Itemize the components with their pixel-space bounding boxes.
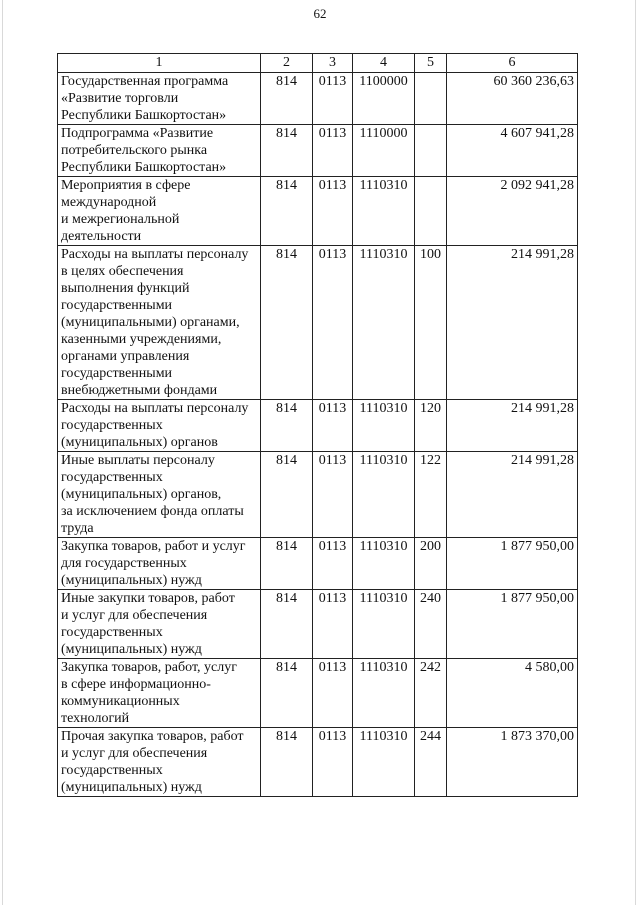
expense-type-cell: [415, 125, 447, 177]
ministry-code-cell: 814: [261, 177, 313, 246]
budget-table: [57, 53, 578, 797]
amount-cell: 1 877 950,00: [447, 590, 578, 659]
amount-cell: 1 873 370,00: [447, 728, 578, 797]
row-name-line: (муниципальных) нужд: [61, 780, 202, 795]
expense-type-cell: [415, 177, 447, 246]
expense-type-cell: 120: [415, 400, 447, 452]
header-col-2: 2: [261, 54, 313, 73]
row-name-line: государственных: [61, 625, 163, 640]
target-article-cell: 1100000: [353, 73, 415, 125]
row-name-cell: [58, 538, 261, 590]
table-row: [58, 728, 578, 797]
table-row: [58, 177, 578, 246]
row-name-line: (муниципальных) органов,: [61, 487, 222, 502]
expense-type-cell: 100: [415, 246, 447, 400]
row-name-cell: [58, 73, 261, 125]
target-article-cell: 1110310: [353, 177, 415, 246]
section-code-cell: 0113: [313, 728, 353, 797]
row-name-line: Закупка товаров, работ, услуг: [61, 660, 237, 675]
expense-type-cell: 242: [415, 659, 447, 728]
row-name-line: (муниципальных) нужд: [61, 573, 202, 588]
table-header-row: [58, 54, 578, 73]
section-code-cell: 0113: [313, 452, 353, 538]
row-name-line: государственных: [61, 418, 163, 433]
row-name-line: государственными: [61, 366, 173, 381]
ministry-code-cell: 814: [261, 452, 313, 538]
section-code-cell: 0113: [313, 590, 353, 659]
amount-cell: 1 877 950,00: [447, 538, 578, 590]
target-article-cell: 1110310: [353, 659, 415, 728]
row-name-line: (муниципальных) органов: [61, 435, 218, 450]
row-name-line: за исключением фонда оплаты: [61, 504, 244, 519]
ministry-code-cell: 814: [261, 590, 313, 659]
row-name-line: Расходы на выплаты персоналу: [61, 247, 249, 262]
amount-cell: 214 991,28: [447, 452, 578, 538]
row-name-line: в целях обеспечения: [61, 264, 184, 279]
section-code-cell: 0113: [313, 73, 353, 125]
expense-type-cell: 244: [415, 728, 447, 797]
target-article-cell: 1110310: [353, 728, 415, 797]
row-name-cell: [58, 590, 261, 659]
row-name-cell: [58, 728, 261, 797]
amount-cell: 214 991,28: [447, 246, 578, 400]
row-name-line: труда: [61, 521, 94, 536]
row-name-line: технологий: [61, 711, 130, 726]
table-row: [58, 452, 578, 538]
section-code-cell: 0113: [313, 659, 353, 728]
row-name-line: государственными: [61, 298, 173, 313]
row-name-cell: [58, 177, 261, 246]
table-row: [58, 659, 578, 728]
expense-type-cell: 240: [415, 590, 447, 659]
ministry-code-cell: 814: [261, 400, 313, 452]
section-code-cell: 0113: [313, 538, 353, 590]
section-code-cell: 0113: [313, 246, 353, 400]
row-name-cell: [58, 125, 261, 177]
row-name-line: Закупка товаров, работ и услуг: [61, 539, 246, 554]
row-name-line: внебюджетными фондами: [61, 383, 218, 398]
expense-type-cell: 200: [415, 538, 447, 590]
header-col-1: 1: [58, 54, 261, 73]
row-name-line: (муниципальными) органами,: [61, 315, 240, 330]
table-row: [58, 400, 578, 452]
header-col-6: 6: [447, 54, 578, 73]
amount-cell: 2 092 941,28: [447, 177, 578, 246]
expense-type-cell: [415, 73, 447, 125]
target-article-cell: 1110310: [353, 538, 415, 590]
row-name-cell: [58, 400, 261, 452]
row-name-line: потребительского рынка: [61, 143, 208, 158]
target-article-cell: 1110000: [353, 125, 415, 177]
section-code-cell: 0113: [313, 125, 353, 177]
row-name-line: (муниципальных) нужд: [61, 642, 202, 657]
ministry-code-cell: 814: [261, 728, 313, 797]
ministry-code-cell: 814: [261, 538, 313, 590]
row-name-line: «Развитие торговли: [61, 91, 179, 106]
row-name-line: государственных: [61, 470, 163, 485]
table-row: [58, 538, 578, 590]
row-name-line: и услуг для обеспечения: [61, 746, 208, 761]
header-col-5: 5: [415, 54, 447, 73]
section-code-cell: 0113: [313, 400, 353, 452]
ministry-code-cell: 814: [261, 125, 313, 177]
row-name-line: Расходы на выплаты персоналу: [61, 401, 249, 416]
row-name-line: Подпрограмма «Развитие: [61, 126, 214, 141]
row-name-line: Иные закупки товаров, работ: [61, 591, 235, 606]
amount-cell: 60 360 236,63: [447, 73, 578, 125]
scan-edge-right: [635, 0, 636, 905]
row-name-cell: [58, 246, 261, 400]
row-name-line: Мероприятия в сфере: [61, 178, 191, 193]
section-code-cell: 0113: [313, 177, 353, 246]
header-col-3: 3: [313, 54, 353, 73]
table-row: [58, 73, 578, 125]
ministry-code-cell: 814: [261, 659, 313, 728]
target-article-cell: 1110310: [353, 452, 415, 538]
header-col-4: 4: [353, 54, 415, 73]
table-row: [58, 590, 578, 659]
row-name-line: выполнения функций: [61, 281, 190, 296]
amount-cell: 214 991,28: [447, 400, 578, 452]
row-name-line: коммуникационных: [61, 694, 180, 709]
row-name-cell: [58, 659, 261, 728]
target-article-cell: 1110310: [353, 246, 415, 400]
table-row: [58, 125, 578, 177]
row-name-line: Иные выплаты персоналу: [61, 453, 215, 468]
scan-edge-left: [2, 0, 3, 905]
ministry-code-cell: 814: [261, 73, 313, 125]
row-name-line: казенными учреждениями,: [61, 332, 222, 347]
table-row: [58, 246, 578, 400]
row-name-cell: [58, 452, 261, 538]
row-name-line: и услуг для обеспечения: [61, 608, 208, 623]
row-name-line: и межрегиональной: [61, 212, 180, 227]
row-name-line: Государственная программа: [61, 74, 229, 89]
page-number: 62: [313, 6, 327, 21]
expense-type-cell: 122: [415, 452, 447, 538]
row-name-line: в сфере информационно-: [61, 677, 211, 692]
row-name-line: Прочая закупка товаров, работ: [61, 729, 244, 744]
target-article-cell: 1110310: [353, 400, 415, 452]
ministry-code-cell: 814: [261, 246, 313, 400]
target-article-cell: 1110310: [353, 590, 415, 659]
row-name-line: Республики Башкортостан»: [61, 160, 227, 175]
amount-cell: 4 580,00: [447, 659, 578, 728]
amount-cell: 4 607 941,28: [447, 125, 578, 177]
row-name-line: Республики Башкортостан»: [61, 108, 227, 123]
row-name-line: государственных: [61, 763, 163, 778]
table-body: [58, 73, 578, 797]
row-name-line: для государственных: [61, 556, 187, 571]
row-name-line: деятельности: [61, 229, 142, 244]
row-name-line: органами управления: [61, 349, 190, 364]
row-name-line: международной: [61, 195, 157, 210]
